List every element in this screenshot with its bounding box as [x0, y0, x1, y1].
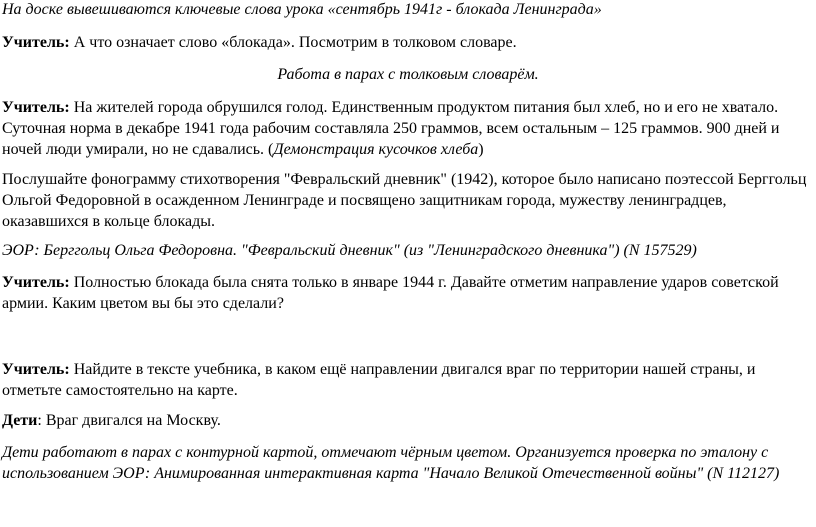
children-answer-paragraph — [2, 410, 814, 431]
listen-phonogram-paragraph: Послушайте фонограмму стихотворения "Февральский дневник" (1942), которое было написано поэтессой Берггольц Ольгой Федоровной в осажденном Ленинграде и посвящено защитникам города, мужеству ленинградцев, оказавшихся в кольце блокады. — [2, 171, 807, 230]
teacher-textbook-paragraph — [2, 359, 814, 401]
teacher-hunger-paragraph — [2, 97, 814, 160]
speaker-label: Учитель: — [2, 34, 70, 51]
paragraph-text: А что означает слово «блокада». Посмотрим в толковом словаре. — [69, 34, 517, 51]
closing-paren: ) — [478, 141, 484, 158]
teacher-blockade-lifted-paragraph — [2, 272, 814, 314]
pair-work-paragraph: Работа в парах с толковым словарём. — [277, 66, 539, 83]
paragraph-text: Полностью блокада была снята только в январе 1944 г. Давайте отметим направление ударов советской армии. Каким цветом вы бы это сделали? — [2, 274, 779, 312]
paragraph-text: : Враг двигался на Москву. — [37, 412, 221, 429]
speaker-label: Учитель: — [2, 361, 70, 378]
board-keywords-paragraph: На доске вывешиваются ключевые слова урока «сентябрь 1941г - блокада Ленинграда» — [2, 1, 602, 18]
speaker-label: Учитель: — [2, 274, 70, 291]
demonstration-note: Демонстрация кусочков хлеба — [273, 141, 479, 158]
paragraph-text: Найдите в тексте учебника, в каком ещё направлении двигался враг по территории нашей страны, и отметьте самостоятельно на карте. — [2, 361, 756, 399]
eor-reference-paragraph: ЭОР: Берггольц Ольга Федоровна. "Февральский дневник" (из "Ленинградского дневника") (N 157529) — [2, 242, 697, 259]
speaker-label: Дети — [2, 412, 38, 429]
children-map-work-paragraph: Дети работают в парах с контурной картой, отмечают чёрным цветом. Организуется проверка по эталону с использованием ЭОР: Анимированная интерактивная карта "Начало Великой Отечественной войны" (N 112127) — [2, 444, 780, 482]
teacher-question-paragraph — [2, 32, 814, 53]
speaker-label: Учитель: — [2, 99, 70, 116]
paragraph-text: На жителей города обрушился голод. Единственным продуктом питания был хлеб, но и его не хватало. Суточная норма в декабре 1941 года рабочим составляла 250 граммов, всем остальным – 125 граммов. 900 дней и ночей люди умирали, но не сдавались. ( — [2, 99, 780, 158]
